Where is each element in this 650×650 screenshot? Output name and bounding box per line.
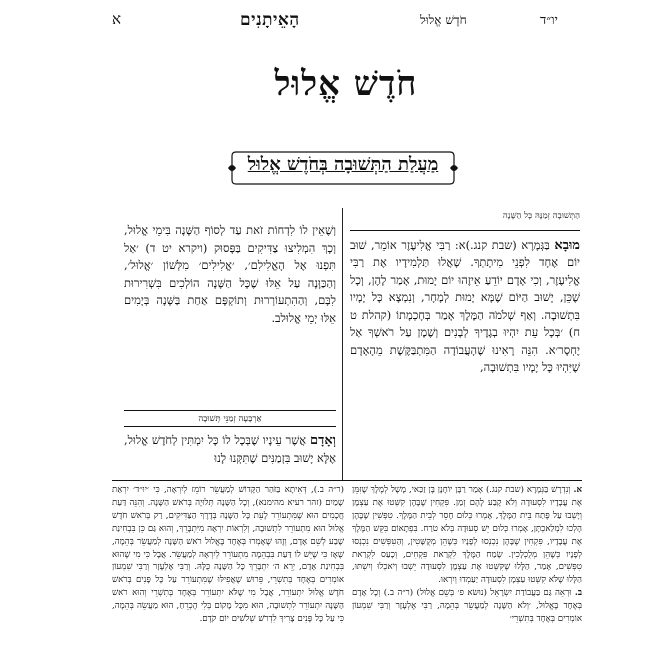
column-right [350,208,580,377]
footnote-divider [112,480,582,481]
column-label: הַתְּשׁוּבָה זְמַנָּהּ כָּל הַשָּׁנָה [350,208,580,231]
box-text [124,432,336,467]
lead-word: וְאָדָם [309,433,336,448]
footnote-text: (ר״ה ב.), דְּאִיתָא בַּזֹּהַר הַקָּדוֹשׁ לְמַעֲשֵׂר רוֹמֵז לְיִרְאָה, כִּי ׳יוּ״ד׳ יִרְאַת שָׁמַיִם (זהר רעיא מהימנא), וְכָל הַשָּׁנָה תְּלוּיָה בְּרֹאשׁ הַשָּׁנָה. וְהִנֵּה דַּעַת חֲכָמִים הוּא שֶׁמִּתְעוֹרֵר לָעֵת כָּל הַשָּׁנָה בְּדֶרֶךְ הַצַּדִּיקִים, רַק בְּרֹאשׁ חֹדֶשׁ אֱלוּל הוּא מִתְעוֹרֵר לִתְשׁוּבָה, וְלִרְאוֹת יִרְאָה מִיִּתְבָּרֵךְ, וְהוּא גַּם כֵּן בִּבְחִינַת שֶׁבַע לְשֵׁם אָדָם, וְזֶהוּ שֶׁאָמְרוּ בְּאֶחָד בֶּאֱלוּל רֹאשׁ הַשָּׁנָה לְמַעֲשֵׂר בְּהֵמָה, שֶׁאָז כִּי שֶׁיֵּשׁ לוֹ דַּעַת בִּבְהֵמָה מִתְעוֹרֵר לְיִרְאָה לְמַעֲשֵׂר. אֲבָל כִּי מִי שֶׁהוּא בִּבְחִינַת אָדָם, יְרֵא ה׳ יִתְבָּרֵךְ כָּל הַשָּׁנָה כֻּלָּהּ. וְרַבִּי אֶלְעָזָר וְרַבִּי שִׁמְעוֹן אוֹמְרִים בְּאֶחָד בְּתִשְׁרֵי, פֵּרוּשׁ שֶׁאֲפִילּוּ שֶׁמִּתְעוֹרֵר עַל כָּל פָּנִים בְּרֹאשׁ חֹדֶשׁ אֱלוּל יִתְעוֹרֵר, אֲבָל מִי שֶׁלֹּא יִתְעוֹרֵר בְּאֶחָד בְּתִשְׁרֵי וְהוּא רֹאשׁ הַשָּׁנָה יִתְעוֹרֵר לִתְשׁוּבָה, הוּא מִכָּל מָקוֹם בְּלִי הֶכְרֵחַ, הוּא מַעֲשֵׂה בְּהֵמָה, כִּי עַל כָּל פָּנִים צָרִיךְ לִדְרֹשׁ שְׁלֹשִׁים יוֹם קֹדֶם. [112,485,344,625]
footnote [352,587,582,626]
footnote-text: וְנִדְרָשׁ בַּגְּמָרָא (שבת קנג.) אָמַר רַבָּן יוֹחָנָן בֶּן זַכַּאי, מָשָׁל לְמֶלֶךְ שֶׁזִּמֵּן אֶת עֲבָדָיו לִסְעוּדָה וְלֹא קָבַע לָהֶם זְמַן. פִּקְחִין שֶׁבָּהֶן קִשְּׁטוּ אֶת עַצְמָן וְיָשְׁבוּ עַל פֶּתַח בֵּית הַמֶּלֶךְ, אָמְרוּ כְּלוּם חָסֵר לְבֵית הַמֶּלֶךְ. טִפְּשִׁין שֶׁבָּהֶן הָלְכוּ לִמְלַאכְתָּן, אָמְרוּ כְּלוּם יֵשׁ סְעוּדָה בְּלֹא טֹרַח. בִּפְתָאוֹם בִּקֵּשׁ הַמֶּלֶךְ אֶת עֲבָדָיו, פִּקְחִין שֶׁבָּהֶן נִכְנְסוּ לְפָנָיו כְּשֶׁהֵן מְקֻשָּׁטִין, וְהַטִּפְּשִׁים נִכְנְסוּ לְפָנָיו כְּשֶׁהֵן מְלֻכְלָכִין. שָׂמַח הַמֶּלֶךְ לִקְרַאת פִּקְחִים, וְכָעַס לִקְרַאת טִפְּשִׁים, אָמַר, הַלָּלוּ שֶׁקִּשְּׁטוּ אֶת עַצְמָן לִסְעוּדָה יֵשְׁבוּ וְיֹאכְלוּ וְיִשְׁתּוּ, הַלָּלוּ שֶׁלֹּא קִשְּׁטוּ עַצְמָן לִסְעוּדָה יַעַמְדוּ וְיִרְאוּ. [352,485,582,586]
running-header [112,10,582,36]
box-body: אֲשֶׁר עֵינָיו שֶׁבְּכָל לוֹ כָּל יִמְתִּין לְחֹדֶשׁ אֱלוּל, אֶלָּא יָשׁוּב בִּזְמַנִּים שֶׁתִּקְּנוּ לָנוּ [124,433,336,465]
work-title: הָאֵיתָנִים [240,10,300,30]
column-left [124,208,336,327]
footnote-text: וּרְאֵה גַּם בַּעֲבוֹדַת יִשְׂרָאֵל (נוּשׂא פ׳ בְּשֵׁם אֱלוּל) (ר״ה ב.) וְכָל אָדָם בְּאֶחָד בֶּאֱלוּל, ׳וְלֹא הַשָּׁנָה לְמַעֲשֵׂר בְּהֵמָה, רַבִּי אֶלְעָזָר וְרַבִּי שִׁמְעוֹן אוֹמְרִים בְּאֶחָד בְּתִשְׁרֵי׳ [352,588,582,625]
subtitle: מַעֲלַת הַתְּשׁוּבָה בְּחֹדֶשׁ אֱלוּל [247,154,439,175]
column-text: וְשֶׁאֵין לוֹ לִדְחוֹת זֹאת עַד לְסוֹף הַשָּׁנָה בִּימֵי אֱלוּל, וְכָךְ הִמְלִיצוּ צַדִּיקִים בַּפָּסוּק (ויקרא יט ד) ׳אַל תִּפְנוּ אֶל הָאֱלִילִם׳, ׳אֱלִילִים׳ מִלְּשׁוֹן ׳אֱלוּל׳, וְהַכַּוָּנָה עַל אֵלּוּ שֶׁכָּל הַשָּׁנָה הוֹלְכִים בִּשְׁרִירוּת לִבָּם, וְהַהִתְעוֹרְרוּת וְתוֹקְפָּם אַחַת בַּשָּׁנָה בְּיָמִים אֵלּוּ יְמֵי אֱלוּלב. [124,223,336,325]
subtitle-frame [228,148,458,188]
page-letters: יו״ד [540,13,558,28]
footnote-marker: א. [573,485,583,495]
lead-word: מוּבָא [554,237,580,253]
section-title: חֹדֶשׁ אֱלוּל [420,13,467,27]
footnotes-left [112,484,344,626]
column-text: בַּגְּמָרָא (שבת קנג.)א: רַבִּי אֱלִיעֶזֶר אוֹמֵר, שׁוּב יוֹם אֶחָד לִפְנֵי מִיתָתְךָ. שָׁאֲלוּ תַּלְמִידָיו אֶת רַבִּי אֱלִיעֶזֶר, וְכִי אָדָם יוֹדֵעַ אֵיזֶהוּ יוֹם יָמוּת, אָמַר לָהֶן, וְכָל שֶׁכֵּן, יָשׁוּב הַיּוֹם שֶׁמָּא יָמוּת לְמָחָר, וְנִמְצָא כָּל יָמָיו בִּתְשׁוּבָה. וְאַף שְׁלֹמֹה הַמֶּלֶךְ אָמַר בְּחָכְמָתוֹ (קהלת ט ח) ׳בְּכָל עֵת יִהְיוּ בְגָדֶיךָ לְבָנִים וְשֶׁמֶן עַל רֹאשְׁךָ אַל יֶחְסָר׳א. הִנֵּה רָאִינוּ שֶׁהָעֲבוֹדָה הַמִּתְבַּקֶּשֶׁת מֵהָאָדָם שֶׁיִּהְיוּ כָּל יָמָיו בִּתְשׁוּבָה, [350,237,580,374]
column-divider [342,208,343,480]
chapter-title: חֹדֶשׁ אֱלוּל [274,64,418,104]
box-label: אַרְבָּעָה זְמַנֵּי תְּשׁוּבָה [124,410,336,427]
footnotes-right [352,484,582,626]
footnote [352,484,582,587]
footnote [112,484,344,626]
footnote-marker: ב. [574,588,583,599]
page-number: א [112,10,122,28]
